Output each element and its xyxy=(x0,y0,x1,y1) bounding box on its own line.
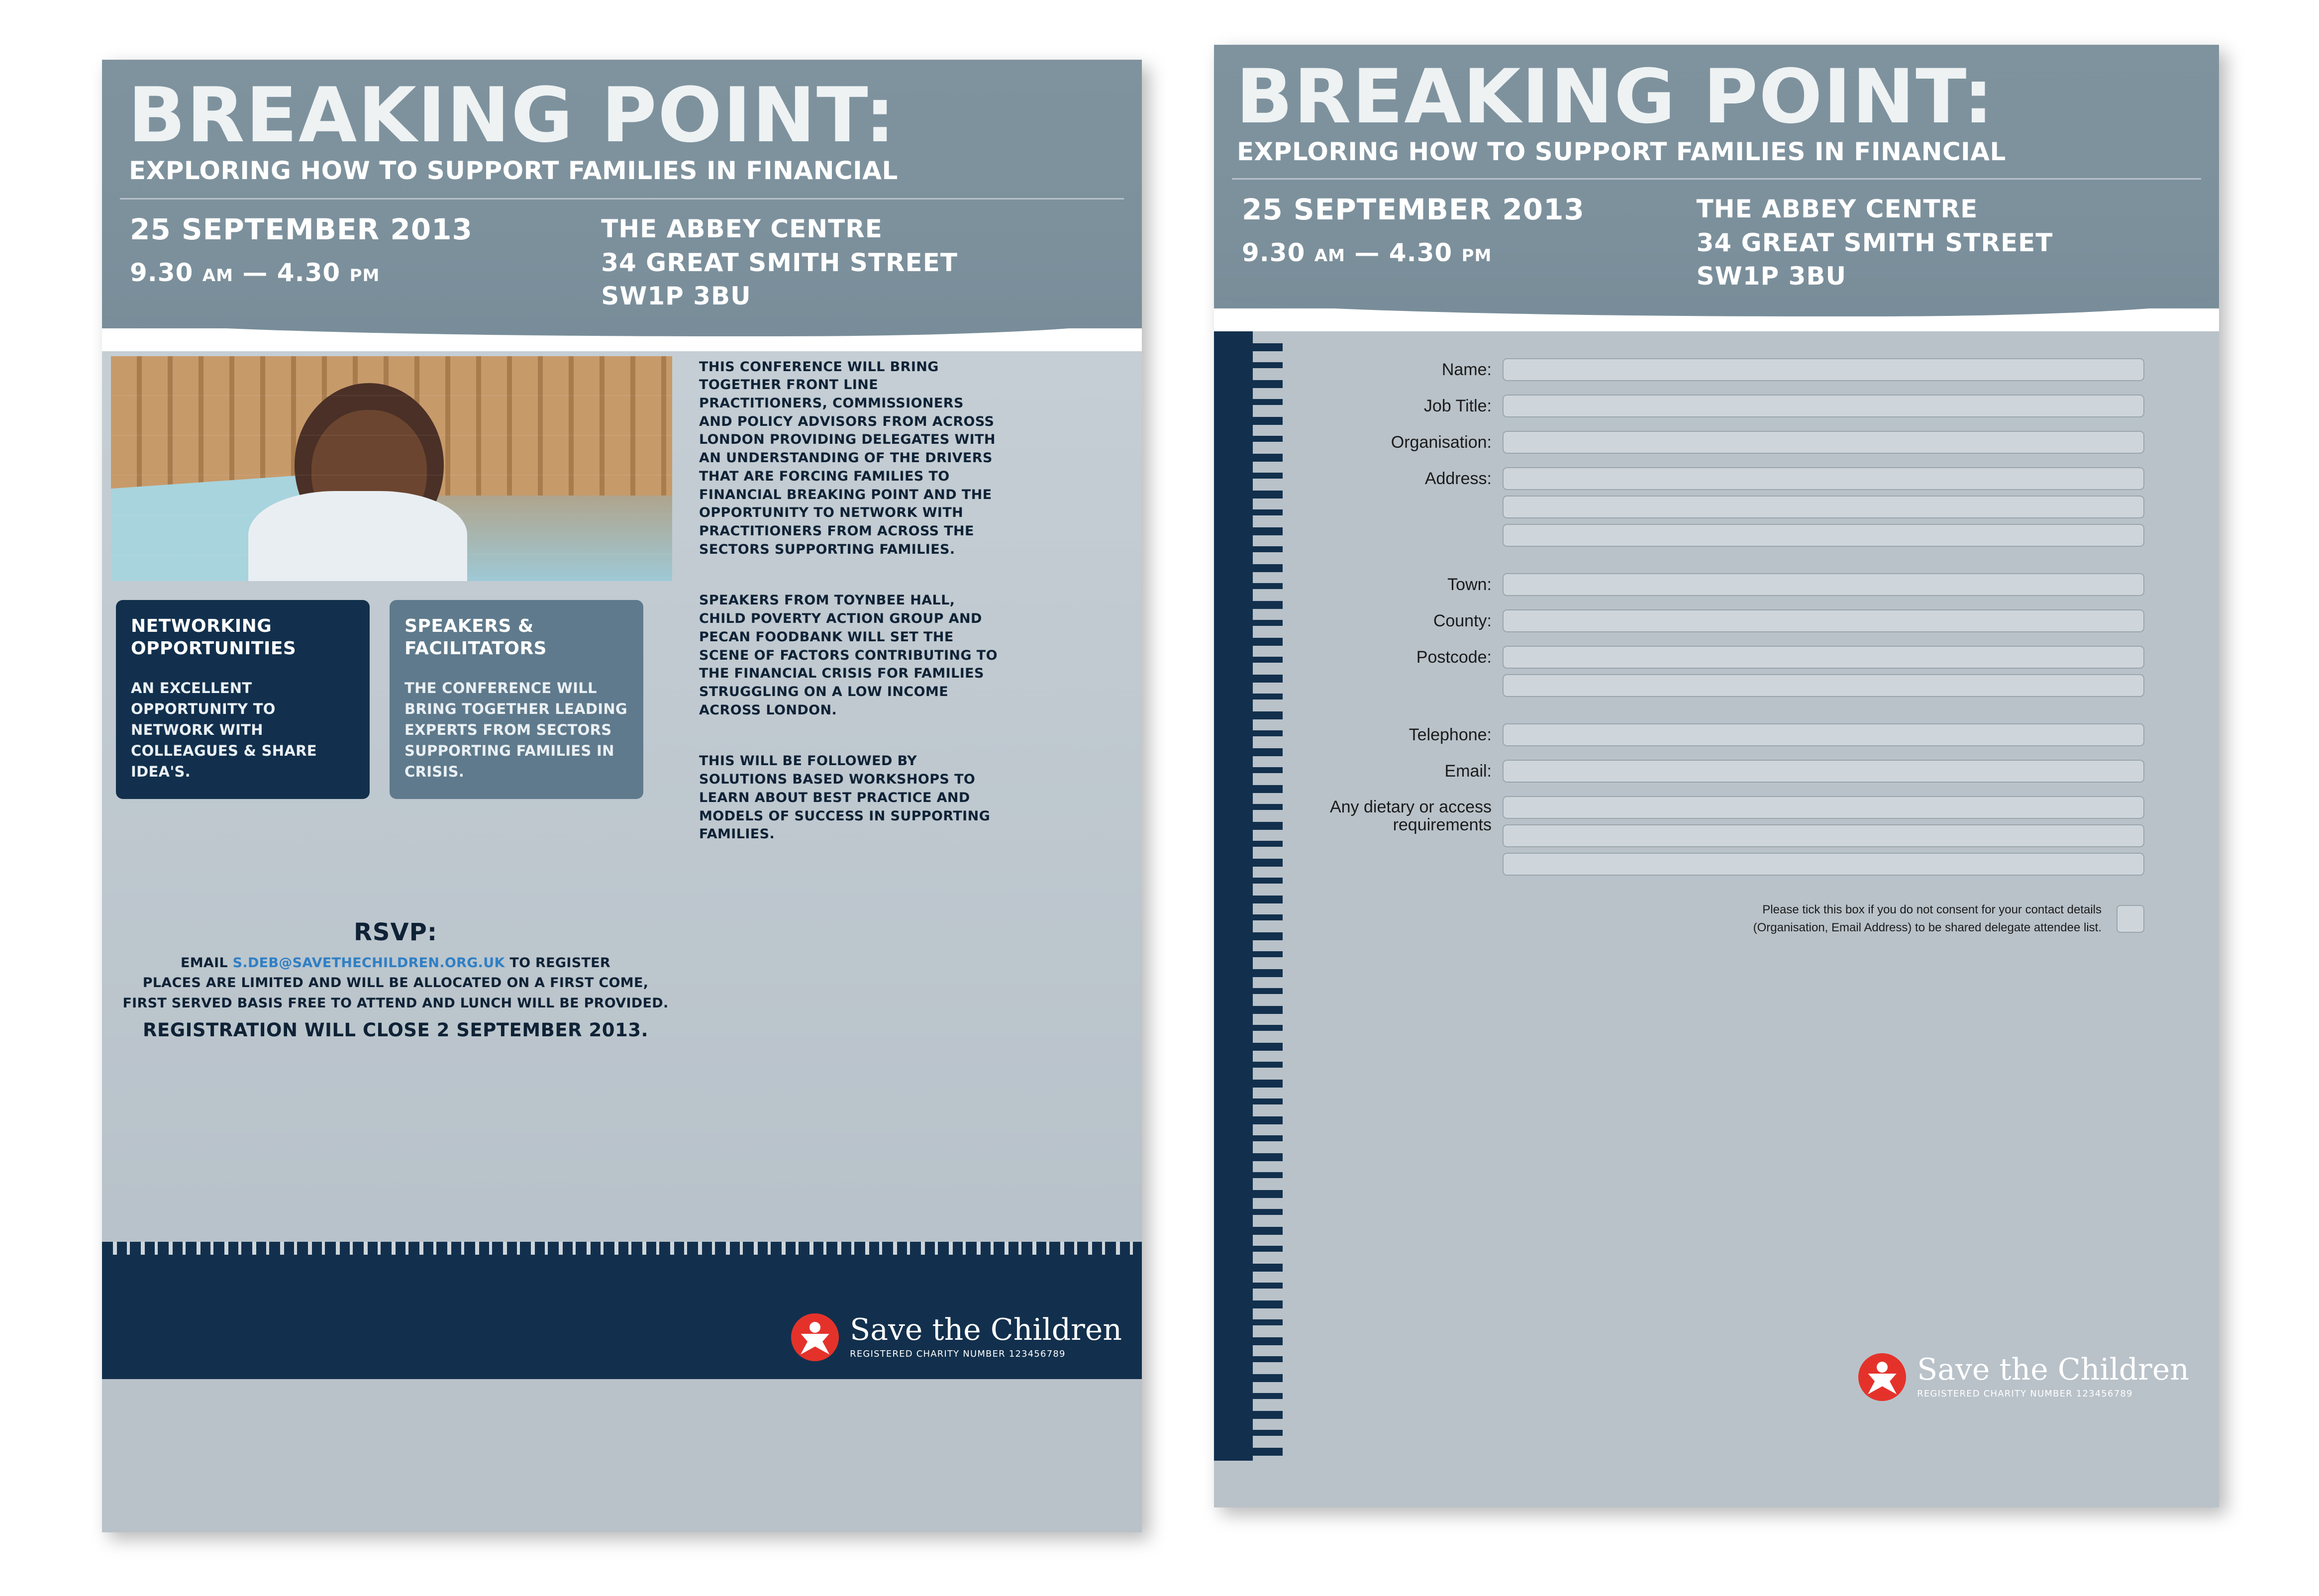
consent-checkbox[interactable] xyxy=(2117,905,2144,933)
field-town-inputs xyxy=(1503,573,2144,601)
requirements-line-2-input[interactable] xyxy=(1503,824,2144,847)
field-address-label: Address: xyxy=(1424,469,1492,488)
logo-text-back xyxy=(1917,1352,2189,1399)
event-when xyxy=(102,212,601,313)
job-title-input[interactable] xyxy=(1503,395,2144,417)
email-input[interactable] xyxy=(1503,760,2144,783)
consent-row xyxy=(1289,901,2144,937)
venue-postcode: SW1P 3BU xyxy=(601,282,751,310)
page-subtitle: EXPLORING HOW TO SUPPORT FAMILIES IN FINANCIAL xyxy=(129,156,898,185)
field-requirements-inputs xyxy=(1503,796,2144,881)
field-organisation xyxy=(1289,431,2144,459)
registration-form-panel xyxy=(1214,331,2219,1461)
field-postcode-inputs xyxy=(1503,646,2144,702)
form-event-when xyxy=(1214,193,1697,294)
time-start: 9.30 xyxy=(130,258,194,287)
telephone-input[interactable] xyxy=(1503,723,2144,746)
photo-overlay xyxy=(111,356,672,581)
field-job-title-inputs xyxy=(1503,395,2144,423)
form-time-end: 4.30 xyxy=(1389,238,1453,267)
form-time-start-meridiem: AM xyxy=(1314,246,1345,266)
field-job-title-label: Job Title: xyxy=(1423,396,1492,415)
logo-registration: REGISTERED CHARITY NUMBER 123456789 xyxy=(850,1349,1066,1359)
requirements-line-3-input[interactable] xyxy=(1503,853,2144,876)
description-paragraph-2: SPEAKERS FROM TOYNBEE HALL, CHILD POVERTY ACTION GROUP AND PECAN FOODBANK WILL SET THE SCENE OF FACTORS CONTRIBUTING TO THE FINANCIAL CRISIS FOR FAMILIES STRUGGLING ON A LOW INCOME ACROSS LONDON. xyxy=(699,593,998,718)
networking-box-body: AN EXCELLENT OPPORTUNITY TO NETWORK WITH COLLEAGUES & SHARE IDEA'S. xyxy=(131,679,317,780)
field-email xyxy=(1289,760,2144,788)
rsvp-block xyxy=(102,918,689,1041)
speakers-box xyxy=(390,600,643,799)
field-email-inputs xyxy=(1503,760,2144,788)
field-email-label: Email: xyxy=(1444,761,1492,781)
field-postcode-label: Postcode: xyxy=(1416,647,1492,667)
field-address-inputs xyxy=(1503,467,2144,552)
form-event-where xyxy=(1697,193,2219,294)
poster-footer xyxy=(102,1250,1142,1379)
form-page-subtitle: EXPLORING HOW TO SUPPORT FAMILIES IN FINANCIAL xyxy=(1237,137,2006,166)
photo-image xyxy=(111,356,672,581)
highlight-boxes xyxy=(116,600,683,799)
description-paragraph-3: THIS WILL BE FOLLOWED BY SOLUTIONS BASED WORKSHOPS TO LEARN ABOUT BEST PRACTICE AND MODELS OF SUCCESS IN SUPPORTING FAMILIES. xyxy=(699,753,991,842)
venue-street: 34 GREAT SMITH STREET xyxy=(601,248,958,277)
name-input[interactable] xyxy=(1503,358,2144,381)
page-title: BREAKING POINT: xyxy=(128,71,897,159)
spacer-after-postcode xyxy=(1289,710,2144,723)
field-county-inputs xyxy=(1503,609,2144,638)
save-the-children-logo-back xyxy=(1858,1353,2189,1401)
field-county xyxy=(1289,609,2144,638)
field-organisation-label: Organisation: xyxy=(1391,432,1492,452)
logo-registration-back: REGISTERED CHARITY NUMBER 123456789 xyxy=(1917,1389,2133,1399)
description-paragraph-1: THIS CONFERENCE WILL BRING TOGETHER FRONT LINE PRACTITIONERS, COMMISSIONERS AND POLICY ADVISORS FROM ACROSS LONDON PROVIDING DELEGATES WITH AN UNDERSTANDING OF THE DRIVERS THAT ARE FORCING FAMILIES TO FINANCIAL BREAKING POINT AND THE OPPORTUNITY TO NETWORK WITH PRACTITIONERS FROM ACROSS THE SECTORS SUPPORTING FAMILIES. xyxy=(699,359,996,557)
event-where xyxy=(601,212,1142,313)
networking-box xyxy=(116,600,370,799)
form-event-details xyxy=(1214,180,2219,308)
field-address xyxy=(1289,467,2144,552)
poster-back-page xyxy=(1214,45,2219,1507)
form-venue-postcode: SW1P 3BU xyxy=(1696,262,1847,291)
time-end: 4.30 xyxy=(277,258,341,287)
venue-name: THE ABBEY CENTRE xyxy=(601,214,883,243)
field-name-label: Name: xyxy=(1441,360,1492,379)
field-job-title xyxy=(1289,395,2144,423)
address-line-3-input[interactable] xyxy=(1503,524,2144,547)
rsvp-email-suffix: TO REGISTER xyxy=(504,955,610,971)
field-telephone-inputs xyxy=(1503,723,2144,752)
rsvp-closing-date: REGISTRATION WILL CLOSE 2 SEPTEMBER 2013. xyxy=(142,1019,648,1041)
form-venue-street: 34 GREAT SMITH STREET xyxy=(1696,228,2053,257)
form-event-time xyxy=(1242,238,1697,267)
speakers-box-heading: SPEAKERS & FACILITATORS xyxy=(404,615,547,659)
field-town xyxy=(1289,573,2144,601)
postcode-extra-input[interactable] xyxy=(1503,674,2144,697)
time-start-meridiem: AM xyxy=(202,266,233,286)
time-end-meridiem: PM xyxy=(349,266,380,286)
time-dash: — xyxy=(242,258,268,287)
form-header-wave-divider xyxy=(1214,308,2219,331)
field-name-inputs xyxy=(1503,358,2144,387)
logo-name: Save the Children xyxy=(850,1312,1122,1347)
county-input[interactable] xyxy=(1503,609,2144,632)
poster-body xyxy=(102,351,1142,1379)
field-requirements xyxy=(1289,796,2144,881)
field-county-label: County: xyxy=(1433,611,1492,630)
spacer-after-address xyxy=(1289,560,2144,573)
save-the-children-icon-back xyxy=(1858,1353,1906,1401)
requirements-line-1-input[interactable] xyxy=(1503,796,2144,819)
field-town-label: Town: xyxy=(1447,575,1492,594)
registration-form xyxy=(1289,358,2144,937)
torn-paper-edge xyxy=(1253,331,1283,1461)
logo-name-back: Save the Children xyxy=(1917,1352,2189,1387)
field-requirements-label: Any dietary or access requirements xyxy=(1329,797,1492,834)
save-the-children-logo xyxy=(791,1313,1122,1361)
address-line-2-input[interactable] xyxy=(1503,496,2144,518)
speakers-box-body: THE CONFERENCE WILL BRING TOGETHER LEADING EXPERTS FROM SECTORS SUPPORTING FAMILIES IN CRISIS. xyxy=(404,679,628,780)
rsvp-email-prefix: EMAIL xyxy=(181,955,233,971)
event-time xyxy=(130,258,601,287)
form-time-dash: — xyxy=(1354,238,1380,267)
description-column xyxy=(699,358,998,877)
event-details xyxy=(102,200,1142,328)
rsvp-heading: RSVP: xyxy=(353,918,438,946)
poster-header xyxy=(102,60,1142,351)
networking-box-heading: NETWORKING OPPORTUNITIES xyxy=(131,615,297,659)
field-organisation-inputs xyxy=(1503,431,2144,459)
poster-front-page xyxy=(102,60,1142,1532)
consent-line-1: Please tick this box if you do not consent for your contact details xyxy=(1762,902,2102,916)
field-telephone xyxy=(1289,723,2144,752)
save-the-children-icon xyxy=(791,1313,839,1361)
field-telephone-label: Telephone: xyxy=(1409,725,1492,744)
rsvp-line-3: FIRST SERVED BASIS FREE TO ATTEND AND LUNCH WILL BE PROVIDED. xyxy=(122,995,669,1011)
baby-photo xyxy=(111,356,672,581)
rsvp-line-2: PLACES ARE LIMITED AND WILL BE ALLOCATED ON A FIRST COME, xyxy=(142,975,649,991)
form-event-date: 25 SEPTEMBER 2013 xyxy=(1242,193,1585,226)
form-header xyxy=(1214,45,2219,331)
address-line-1-input[interactable] xyxy=(1503,467,2144,490)
consent-line-2: (Organisation, Email Address) to be shared delegate attendee list. xyxy=(1753,920,2102,934)
form-page-title: BREAKING POINT: xyxy=(1236,54,1995,140)
form-time-start: 9.30 xyxy=(1242,238,1306,267)
rsvp-email-line xyxy=(102,953,689,974)
field-name xyxy=(1289,358,2144,387)
organisation-input[interactable] xyxy=(1503,431,2144,454)
town-input[interactable] xyxy=(1503,573,2144,596)
form-time-end-meridiem: PM xyxy=(1461,246,1492,266)
rsvp-email-link[interactable]: S.DEB@SAVETHECHILDREN.ORG.UK xyxy=(232,955,505,971)
field-postcode xyxy=(1289,646,2144,702)
consent-text xyxy=(1289,901,2117,937)
event-date: 25 SEPTEMBER 2013 xyxy=(130,212,473,246)
form-venue-name: THE ABBEY CENTRE xyxy=(1696,195,1978,223)
footer-torn-edge xyxy=(102,1242,1142,1255)
postcode-input[interactable] xyxy=(1503,646,2144,669)
logo-text xyxy=(850,1312,1122,1359)
header-wave-divider xyxy=(102,328,1142,351)
